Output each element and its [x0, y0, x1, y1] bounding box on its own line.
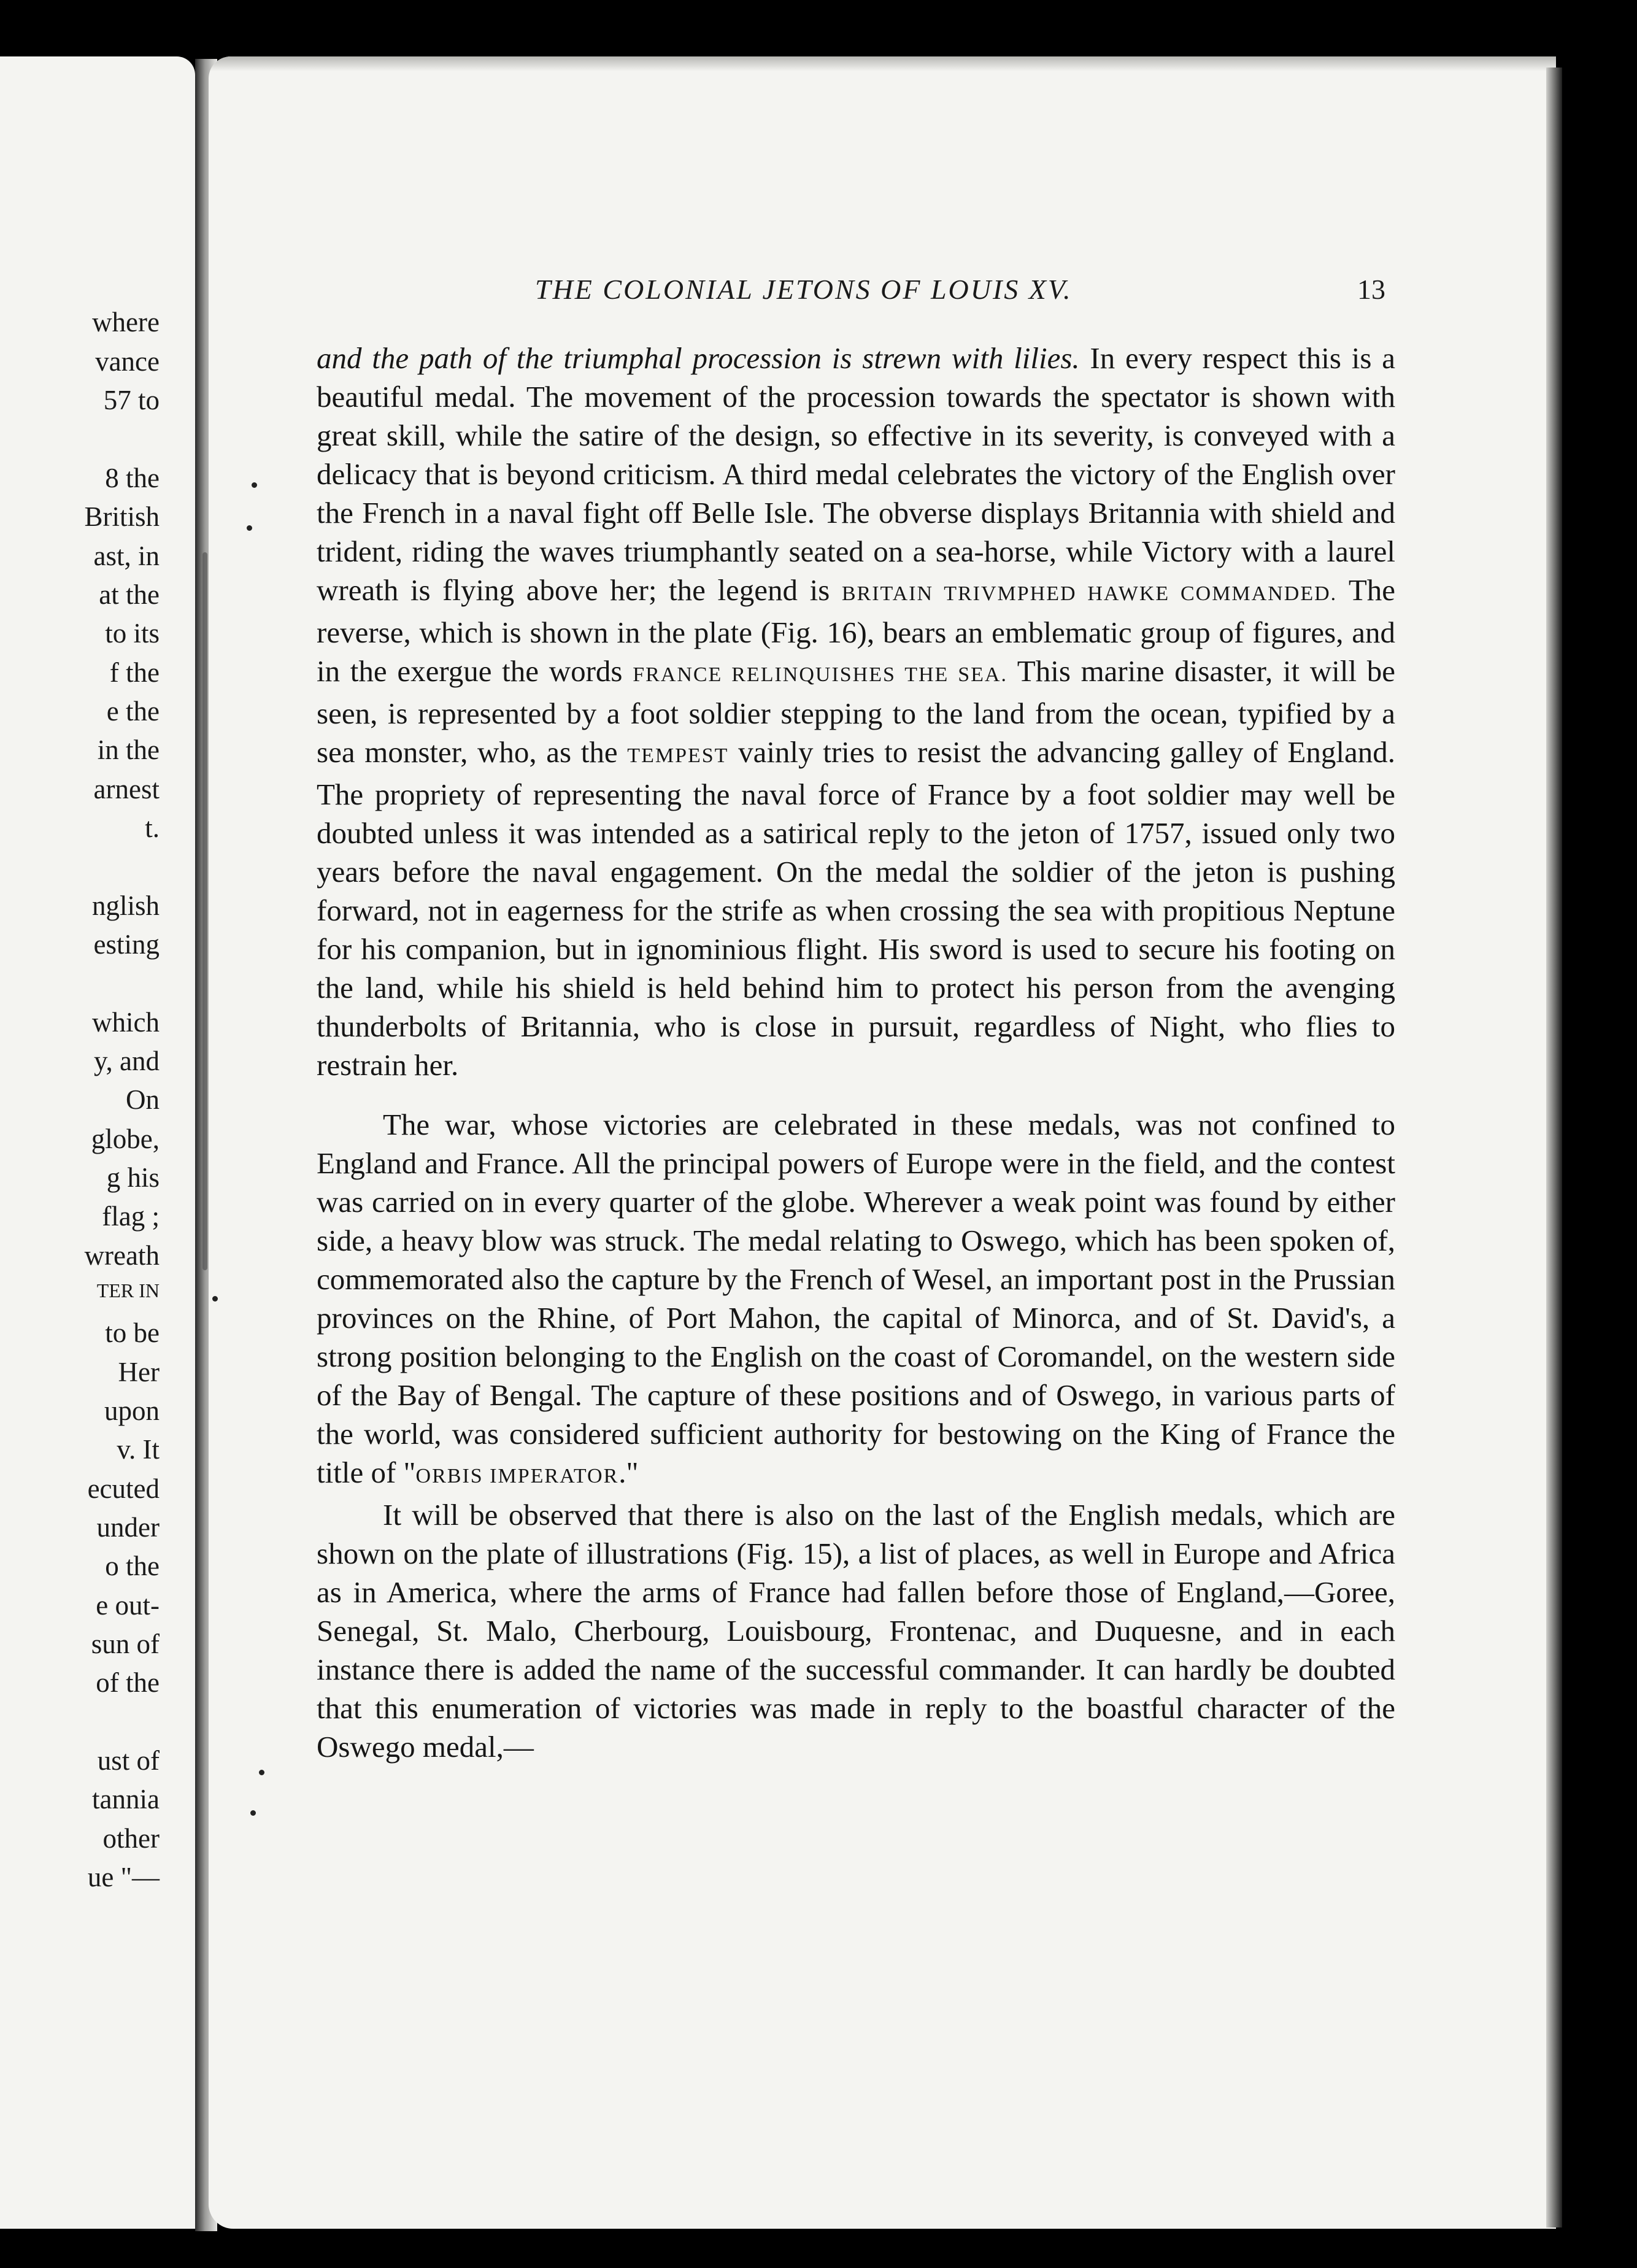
small-caps-word: TEMPEST — [627, 744, 729, 767]
facing-page-fragment: to its — [105, 618, 160, 649]
page-number: 13 — [1357, 274, 1385, 305]
facing-page-fragment: g his — [106, 1162, 160, 1193]
facing-page-fragment: British — [84, 501, 160, 532]
facing-page-fragment: 57 to — [103, 385, 160, 415]
facing-page-fragment: ast, in — [93, 541, 160, 571]
text-run: In every respect this is a beautiful medal. The movement of the procession towards the spectator is shown with great skill, while the satire of the design, so effective in its severity, is conveyed with a delicacy that is beyond criticism. A third medal celebrates the victory of the English over the French in a naval fight off Belle Isle. The obverse displays Britannia with shield and trident, riding the waves triumphantly seated on a sea-horse, while Victory with a laurel wreath is flying above her; the legend is — [317, 341, 1395, 607]
text-run: This marine disaster, it will be seen, is represented by a foot soldier stepping to the land from the ocean, typified by a sea monster, who, as the — [317, 654, 1395, 769]
facing-page-fragment: arnest — [93, 774, 160, 804]
facing-page-fragment: On — [126, 1084, 160, 1115]
facing-page-fragment: ue "— — [87, 1862, 160, 1892]
exergue-words: FRANCE RELINQUISHES THE SEA. — [633, 663, 1007, 686]
facing-page-fragment: Her — [118, 1357, 160, 1387]
facing-page-fragment: v. It — [117, 1434, 160, 1465]
facing-page-fragment: flag ; — [102, 1201, 160, 1232]
running-head: THE COLONIAL JETONS OF LOUIS XV. — [535, 274, 1073, 305]
facing-page-fragment: at the — [99, 579, 160, 610]
italic-lead: and the path of the triumphal procession is strewn with lilies. — [317, 341, 1080, 375]
ink-speck — [247, 525, 252, 531]
facing-page-fragment: sun of — [91, 1629, 160, 1659]
body-text — [317, 339, 1395, 1766]
text-run: ." — [618, 1456, 639, 1489]
facing-page-fragment: nglish — [91, 890, 160, 921]
text-run: It will be observed that there is also on the last of the English medals, which are shown on the plate of illustrations (Fig. 15), a list of places, as well in Europe and Africa as in America, where the arms of France had fallen before those of England,—Goree, Senegal, St. Malo, Cherbourg, Louisbourg, Frontenac, and Duquesne, and in each instance there is added the name of the successful commander. It can hardly be doubted that this enumeration of victories was made in reply to the boastful character of the Oswego medal,— — [317, 1498, 1395, 1764]
text-run: The war, whose victories are celebrated in these medals, was not confined to England and France. All the principal powers of Europe were in the field, and the contest was carried on in every quarter of the globe. Wherever a weak point was found by either side, a heavy blow was struck. The medal relating to Oswego, which has been spoken of, commemorated also the capture by the French of Wesel, an important post in the Prussian provinces on the Rhine, of Port Mahon, the capital of Minorca, and of St. David's, a strong position belonging to the English on the coast of Coromandel, on the western side of the Bay of Bengal. The capture of these positions and of Oswego, in various parts of the world, was considered sufficient authority for bestowing on the King of France the title of " — [317, 1108, 1395, 1489]
facing-page-fragment: o the — [105, 1551, 160, 1581]
facing-page-fragment: which — [92, 1007, 160, 1038]
facing-page-fragment: 8 the — [105, 463, 160, 493]
facing-page-fragment: under — [96, 1512, 160, 1543]
facing-page-fragment: y, and — [93, 1046, 160, 1076]
facing-page-fragment: t. — [145, 812, 160, 843]
ink-speck — [250, 1810, 256, 1816]
facing-page-fragment: of the — [96, 1667, 160, 1698]
facing-page-fragment: ust of — [97, 1745, 160, 1776]
bookmark-ribbon — [202, 552, 207, 1270]
facing-page-fragment: e out- — [96, 1590, 160, 1621]
page-edge — [1546, 68, 1562, 2228]
facing-page-fragment: f the — [109, 657, 160, 688]
facing-page-fragment: to be — [105, 1317, 160, 1348]
facing-page-fragment: upon — [104, 1395, 160, 1426]
page-top-shadow — [209, 56, 1556, 71]
facing-page-fragment: wreath — [84, 1240, 160, 1271]
text-run: The reverse, which is shown in the plate (Fig. 16), bears an emblematic group of figures, and in the exergue the words — [317, 573, 1396, 688]
paragraph-1 — [317, 339, 1395, 1084]
paragraph-3 — [317, 1495, 1395, 1766]
paragraph-2 — [317, 1105, 1395, 1495]
facing-page-fragment: other — [102, 1823, 160, 1854]
facing-page-fragment: ecuted — [87, 1473, 160, 1504]
facing-page-fragment: globe, — [91, 1124, 160, 1154]
ink-speck — [212, 1296, 218, 1302]
medal-legend: BRITAIN TRIVMPHED HAWKE COMMANDED. — [841, 582, 1338, 605]
facing-page-fragment: vance — [95, 346, 160, 377]
ink-speck — [252, 482, 257, 488]
ink-speck — [259, 1770, 264, 1775]
small-caps-title: ORBIS IMPERATOR — [415, 1465, 619, 1487]
facing-page-fragment: tannia — [92, 1784, 160, 1815]
facing-page-fragment: esting — [93, 929, 160, 960]
facing-page — [0, 56, 195, 2229]
facing-page-fragment: where — [92, 307, 160, 338]
facing-page-fragment: in the — [97, 735, 160, 765]
text-run: vainly tries to resist the advancing galley of England. The propriety of representing the naval force of France by a foot soldier may well be doubted unless it was intended as a satirical reply to the jeton of 1757, issued only two years before the naval engagement. On the medal the soldier of the jeton is pushing forward, not in eagerness for the strife as when crossing the sea with propitious Neptune for his companion, but in ignominious flight. His sword is used to secure his footing on the land, while his shield is held behind him to protect his person from the avenging thunderbolts of Britannia, who is close in pursuit, regardless of Night, who flies to restrain her. — [317, 735, 1395, 1082]
facing-page-fragment: e the — [106, 696, 160, 727]
facing-page-fragment: TER IN — [96, 1279, 160, 1302]
